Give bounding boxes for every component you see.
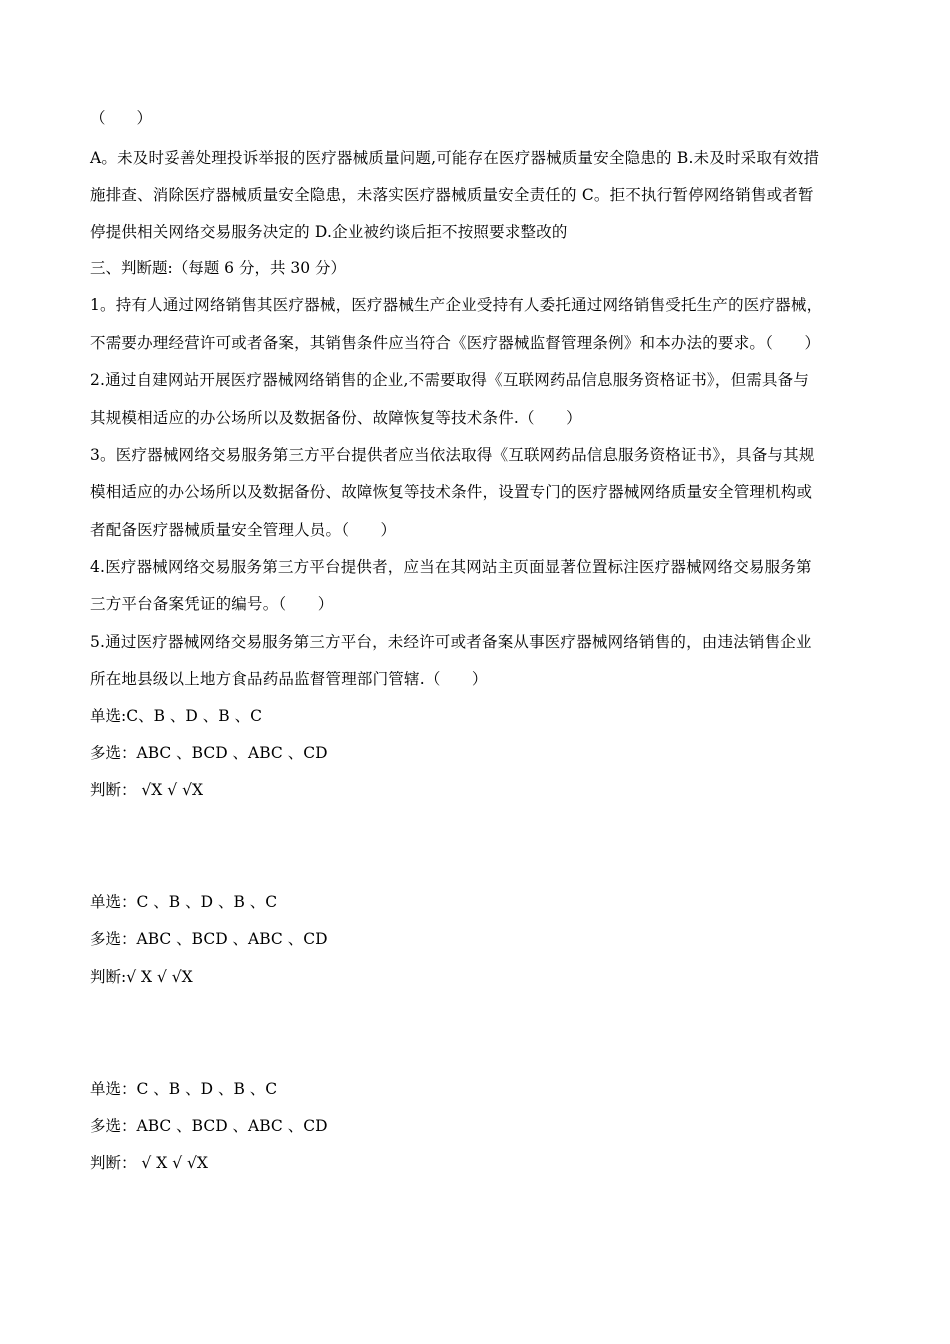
judgment-line-1: 1。持有人通过网络销售其医疗器械，医疗器械生产企业受持有人委托通过网络销售受托生产的医疗器械， [90,296,823,314]
judgment-line-3: 2.通过自建网站开展医疗器械网络销售的企业,不需要取得《互联网药品信息服务资格证书》，但需具备与 [90,371,810,389]
judgment-line-8: 4.医疗器械网络交易服务第三方平台提供者，应当在其网站主页面显著位置标注医疗器械网络交易服务第 [90,558,812,576]
judgment-line-2: 不需要办理经营许可或者备案，其销售条件应当符合《医疗器械监督管理条例》和本办法的要求。（ ） [90,334,821,352]
answer-judge-3: 判断： √ X √ √X [90,1154,208,1172]
option-line-2: 施排查、消除医疗器械质量安全隐患，未落实医疗器械质量安全责任的 C。拒不执行暂停网络销售或者暂 [90,186,814,204]
judgment-line-7: 者配备医疗器械质量安全管理人员。（ ） [90,521,397,539]
answer-single-1: 单选:C、B 、D 、B 、C [90,707,262,725]
answer-multi-3: 多选：ABC 、BCD 、ABC 、CD [90,1117,328,1135]
judgment-line-9: 三方平台备案凭证的编号。（ ） [90,595,334,613]
answer-single-3: 单选：C 、B 、D 、B 、C [90,1080,278,1098]
answer-multi-2: 多选：ABC 、BCD 、ABC 、CD [90,930,328,948]
judgment-line-6: 模相适应的办公场所以及数据备份、故障恢复等技术条件，设置专门的医疗器械网络质量安全管理机构或 [90,483,813,501]
judgment-line-10: 5.通过医疗器械网络交易服务第三方平台，未经许可或者备案从事医疗器械网络销售的，由违法销售企业 [90,633,812,651]
judgment-line-11: 所在地县级以上地方食品药品监督管理部门管辖.（ ） [90,670,488,688]
option-line-1: A。未及时妥善处理投诉举报的医疗器械质量问题,可能存在医疗器械质量安全隐患的 B.未及时采取有效措 [90,149,820,167]
judgment-line-5: 3。医疗器械网络交易服务第三方平台提供者应当依法取得《互联网药品信息服务资格证书》，具备与其规 [90,446,815,464]
answer-multi-1: 多选：ABC 、BCD 、ABC 、CD [90,744,328,762]
answer-judge-2: 判断:√ X √ √X [90,968,193,986]
section-title: 三、判断题:（每题 6 分，共 30 分） [90,259,347,277]
judgment-line-4: 其规模相适应的办公场所以及数据备份、故障恢复等技术条件.（ ） [90,409,582,427]
blank-paren: （ ） [90,109,153,127]
option-line-3: 停提供相关网络交易服务决定的 D.企业被约谈后拒不按照要求整改的 [90,223,568,241]
answer-judge-1: 判断： √X √ √X [90,781,203,799]
answer-single-2: 单选：C 、B 、D 、B 、C [90,893,278,911]
